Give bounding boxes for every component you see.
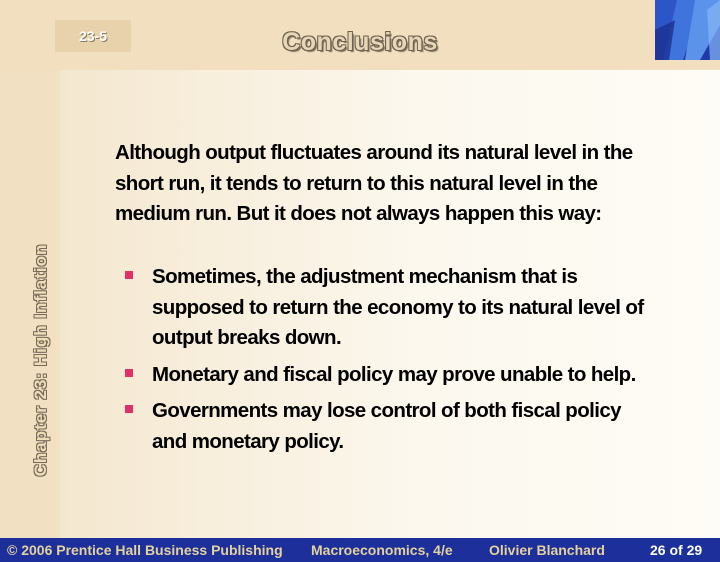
bullet-item <box>125 262 645 354</box>
bullet-item <box>125 396 645 457</box>
square-bullet-icon <box>125 369 133 377</box>
square-bullet-icon <box>125 271 133 279</box>
bullet-text: Sometimes, the adjustment mechanism that is supposed to return the economy to its natural level of output breaks down. <box>152 265 644 349</box>
bullet-item <box>125 360 645 391</box>
footer-page-counter: 26 of 29 <box>650 542 703 558</box>
bullet-text: Governments may lose control of both fiscal policy and monetary policy. <box>152 399 621 453</box>
slide-number-badge <box>55 20 131 52</box>
chapter-label-text: Chapter 23: High Inflation <box>31 243 50 477</box>
corner-decoration-icon <box>655 0 720 60</box>
intro-paragraph: Although output fluctuates around its natural level in the short run, it tends to return to this natural level in the medium run. But it does not always happen this way: <box>115 141 633 225</box>
footer-bar <box>0 538 720 562</box>
slide-number: 23-5 <box>78 28 108 44</box>
chapter-side-label <box>8 210 52 510</box>
footer-copyright: © 2006 Prentice Hall Business Publishing <box>7 542 283 558</box>
square-bullet-icon <box>125 405 133 413</box>
slide-title: Conclusions <box>282 28 438 56</box>
bullet-list <box>125 262 645 463</box>
bullet-text: Monetary and fiscal policy may prove unable to help. <box>152 362 636 386</box>
footer-book-title: Macroeconomics, 4/e <box>311 542 453 558</box>
footer-author: Olivier Blanchard <box>489 542 605 558</box>
